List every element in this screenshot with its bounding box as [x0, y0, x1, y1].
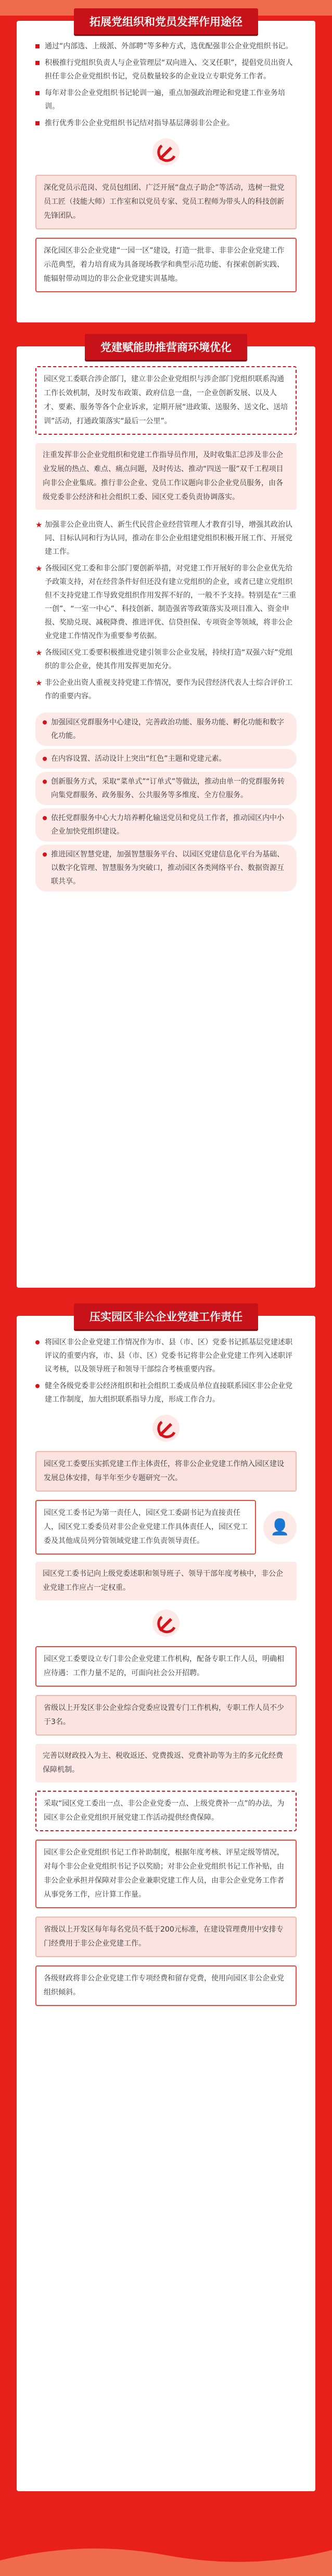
- section1-item: 推行优秀非公企业党组织书记结对指导基层薄弱非公企业。: [35, 116, 297, 130]
- section2-star-item: ★ 各级园区党工委要积极推进党建引领非公企业发展，持续打造“双强六好”党组织的非公企业，使其作用发挥更加充分。: [35, 646, 297, 673]
- section2-star-item: ★ 各级园区党工委和非公部门要创新举措，对党建工作开展好的非公企业优先给予政策支持，对在经营条件好但还没有建立党组织的企业，或者已建立党组织但不支持党建工作导致党组织作用发挥不好的，一般不予支持。特别是在“三重一创”、“一室一中心”、科技创新、制造强省等政策落实及项目准入、资金申报、奖励兑现、减税降费、推进评优、信贷担保、专项资金等领域，将非公企业党建工作情况作为重要参考依据。: [35, 562, 297, 643]
- section3-box: 园区党工委书记为第一责任人，园区党工委副书记为直接责任人，园区党工委委员对非公企业党建工作具体责任人，园区党工委及其他成员列分管领域党建工作负责领导责任。: [35, 1500, 256, 1555]
- section3-box: 园区非公企业党组织书记工作补助制度，根据年度考核、评星定级等情况，对每个非公企业党组织书记予以奖励；对非公企业党组织书记工作补贴，由非公企业承担并保障对非公企业兼职党建工作人员，由非公企业党务工作者从事党务工作，应计算工作量。: [35, 1840, 297, 1908]
- section3-box: 园区党工委书记向上级党委述职和领导班子、领导干部年度考核中，非公企业党建工作应占一定权重。: [35, 1562, 297, 1600]
- section2-pill: 推进园区智慧党建，加强智慧服务平台、以园区党建信息化平台为基础、以数字化管理、智慧服务为突破口，推动园区各类网络平台、数据资源互联共享。: [35, 845, 297, 891]
- section3-box: 各级财政将非公企业党建工作专项经费和留存党费，使用向园区非公企业党组织倾斜。: [35, 1965, 297, 2006]
- section2-title: 党建赋能助推营商环境优化: [85, 334, 247, 360]
- section3-box: 省级以上开发区非公企业综合党委应设置专门工作机构，专职工作人员不少于3名。: [35, 1695, 297, 1736]
- section2-pill: 加强园区党群服务中心建设，完善政治功能、服务功能、孵化功能和数字化功能。: [35, 713, 297, 746]
- section3-box: 园区党工委要设立专门非公企业党建工作机构，配备专职工作人员，明确相应待遇：工作力量不足的，可面向社会公开招聘。: [35, 1646, 297, 1687]
- section3-card: [17, 1311, 315, 2491]
- section2-pill: 依托党群服务中心大力培养孵化输送党员和党员工作者，推动园区内中小企业加快党组织建设。: [35, 808, 297, 842]
- party-emblem-icon: [151, 137, 181, 166]
- party-emblem-icon: [151, 1414, 181, 1443]
- section1-title: 拓展党组织和党员发挥作用途径: [74, 8, 258, 34]
- section2-box: 园区党工委联合涉企部门，建立非公企业党组织与涉企部门党组织联系沟通工作长效机制，及时发布政策、政府信息一盘，一企业创新发展、以及人才、要素、服务等各个企业诉求，定期开展“进政策、送服务、送文化、送培训”活动，打通政策落实“最后一公里”。: [35, 366, 297, 435]
- section3-box: 省级以上开发区每年每名党员不低于200元标准，在建设管理费用中安排专门经费用于非公企业党建工作。: [35, 1917, 297, 1957]
- section1-box: 深化园区非公企业党建“一园一区”建设，打造一批非、非非公企业党建工作示范典型，着力培育成为具备现场教学和典型示范功能、有探索创新实践、能辐射带动周边的非公企业党建实训基地。: [35, 238, 297, 292]
- section1-item: 通过“内部选、上级派、外部聘”等多种方式，选优配强非公企业党组织书记。: [35, 40, 297, 53]
- section2-star-item: ★ 非公企业出资人重视支持党建工作情况，要作为民营经济代表人士综合评价工作的重要内容。: [35, 676, 297, 703]
- section1-item: 每年对非公企业党组织书记轮训一遍，重点加强政治理论和党建工作业务培训。: [35, 86, 297, 113]
- section1-box: 深化党员示范岗、党员包组团、广泛开展“盘点子助企”等活动，选树一批党员工匠（技能大师）工作室和以党员专家、党员工程师为带头人的科技创新先锋团队。: [35, 175, 297, 229]
- section1-item: 积极推行党组织负责人与企业管理层“双向进入、交叉任职”，提倡党员出资人担任非公企业党组织书记，党员数量较多的企业设立专职党务工作者。: [35, 56, 297, 83]
- section3-dot-item: 将园区非公企业党建工作情况作为市、县（市、区）党委书记抓基层党建述职评议的重要内容，市、县（市、区）党委书记将非公企业党建工作列入述职评议考核，以及领导班子和领导干部综合考核重要内容。: [35, 1336, 297, 1376]
- section3-box: 完善以财政投入为主、税收返还、党费拨返、党费补助等为主的多元化经费保障机制。: [35, 1744, 297, 1782]
- section2-box: 注重发挥非公企业党组织和党建工作指导员作用，及时收集汇总涉及非公企业发展的热点、难点、痛点问题，及时传达、推动“四送一服”双千工程项目向非公企业集成。推行非公企业、党员工作议题向非公企业党员服务，由各级党委非公经济和社会组织工委、园区党工委负责协调落实。: [35, 443, 297, 510]
- section3-dot-item: 健全各级党委非公经济组织和社会组织工委成员单位直接联系园区非公企业党建工作制度，加大组织联系指导力度，形成工作合力。: [35, 1379, 297, 1406]
- section3-box: 采取“园区党工委出一点、非公企业党委一点、上级党费补一点”的办法，为园区非公企业党组织开展党建工作活动提供经费保障。: [35, 1791, 297, 1831]
- section2-star-item: ★ 加强非公企业出资人、新生代民营企业经营管理人才教育引导，增强其政治认同、目标认同和行为认同，推动在非公企业组建党组织积极开展工作、开展党建工作。: [35, 518, 297, 559]
- section2-card: [17, 341, 315, 1288]
- bottom-decoration: [0, 2540, 332, 2576]
- section3-row: [35, 1500, 297, 1555]
- section3-title: 压实园区非公企业党建工作责任: [74, 1303, 258, 1329]
- section3-box: 园区党工委要压实抓党建工作主体责任，将非公企业党建工作纳入园区建设发展总体安排，每半年至少专题研究一次。: [35, 1451, 297, 1492]
- party-emblem-icon: [151, 1609, 181, 1638]
- section2-pill: 创新服务方式，采取“菜单式”“订单式”等做法，推动由单一的党群服务转向集党群服务、政务服务、公共服务等多维度、全方位服务。: [35, 772, 297, 805]
- person-icon: 👤: [263, 1511, 297, 1544]
- section2-pill: 在内容设置、活动设计上突出“红色”主题和党建元素。: [35, 749, 297, 769]
- section1-card: [17, 16, 315, 322]
